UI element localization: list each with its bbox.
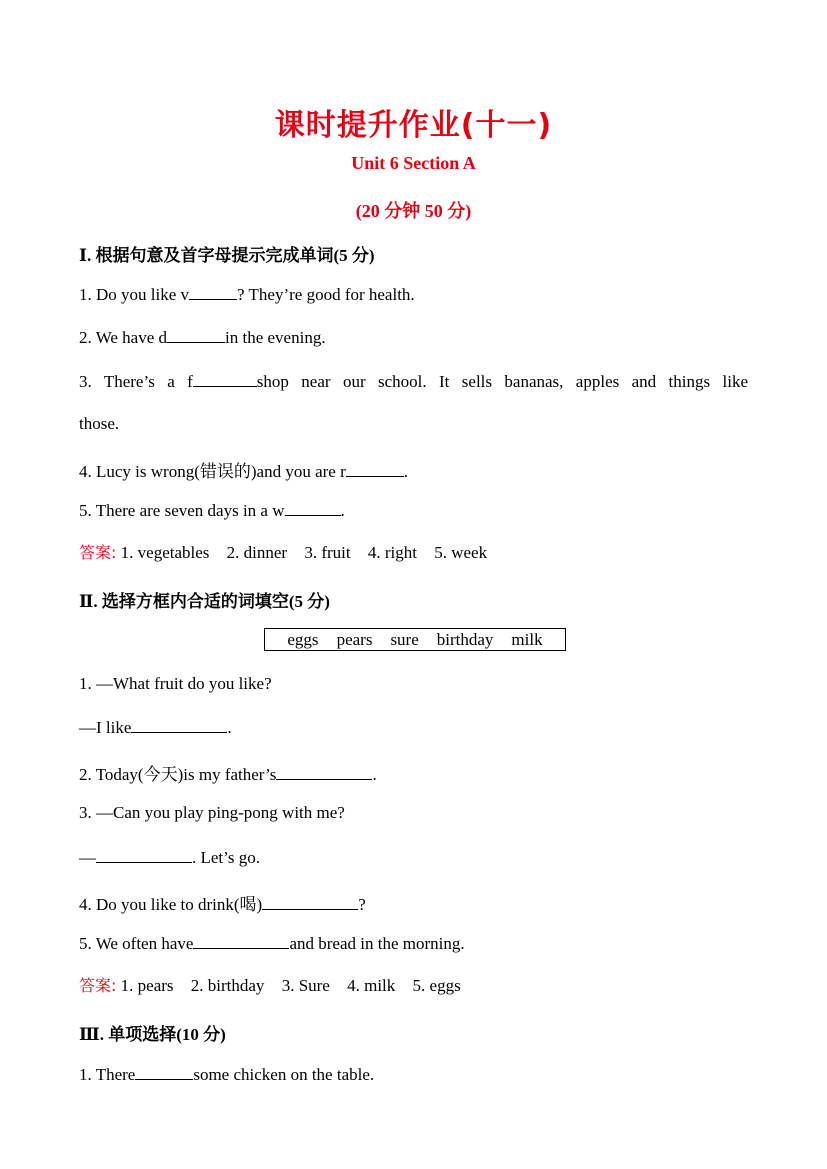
s1-answer-key: 答案: 1. vegetables 2. dinner 3. fruit 4. right 5. week	[79, 543, 488, 562]
answer-label: 答案:	[79, 976, 117, 995]
word-bank-item: milk	[511, 629, 543, 649]
s2-question-1a: 1. —What fruit do you like?	[79, 674, 272, 693]
answer-blank[interactable]	[276, 764, 372, 780]
s1-question-3: 3. There’s a f shop near our school. It sells bananas, apples and things like	[79, 372, 748, 391]
answer-blank[interactable]	[193, 371, 257, 387]
word-bank-item: pears	[336, 629, 373, 649]
section-3-heading: Ⅲ. 单项选择(10 分)	[79, 1025, 226, 1044]
s2-answer-key: 答案: 1. pears 2. birthday 3. Sure 4. milk 5. eggs	[79, 976, 461, 995]
s3-question-1: 1. There some chicken on the table.	[79, 1065, 375, 1084]
s2-question-2: 2. Today(今天)is my father’s .	[79, 765, 377, 784]
answer-blank[interactable]	[193, 933, 289, 949]
s2-question-4: 4. Do you like to drink(喝) ?	[79, 895, 366, 914]
s2-question-1b: —I like .	[79, 718, 232, 737]
s2-question-5: 5. We often have and bread in the morning.	[79, 934, 465, 953]
s1-question-2: 2. We have d in the evening.	[79, 328, 326, 347]
answer-blank[interactable]	[131, 717, 227, 733]
s1-question-5: 5. There are seven days in a w .	[79, 501, 345, 520]
s1-question-1: 1. Do you like v ? They’re good for health.	[79, 285, 415, 304]
answer-label: 答案:	[79, 543, 117, 562]
answer-blank[interactable]	[262, 894, 358, 910]
time-info: (20 分钟 50 分)	[355, 201, 472, 221]
answer-blank[interactable]	[285, 500, 341, 516]
s1-question-4: 4. Lucy is wrong(错误的)and you are r .	[79, 462, 408, 481]
answer-blank[interactable]	[135, 1064, 193, 1080]
s2-question-3b: — . Let’s go.	[79, 848, 260, 867]
section-2-heading: Ⅱ. 选择方框内合适的词填空(5 分)	[79, 592, 330, 611]
answer-blank[interactable]	[96, 847, 192, 863]
word-bank-box	[264, 628, 566, 651]
page-title: 课时提升作业(十一)	[274, 108, 553, 143]
section-1-heading: Ⅰ. 根据句意及首字母提示完成单词(5 分)	[79, 246, 375, 265]
word-bank-item: eggs	[287, 629, 319, 649]
s1-question-3-continued: those.	[79, 414, 120, 433]
answer-blank[interactable]	[189, 284, 237, 300]
word-bank-item: birthday	[436, 629, 494, 649]
answer-blank[interactable]	[167, 327, 225, 343]
s2-question-3a: 3. —Can you play ping-pong with me?	[79, 803, 345, 822]
word-bank-item: sure	[390, 629, 419, 649]
answer-blank[interactable]	[346, 461, 404, 477]
unit-subtitle: Unit 6 Section A	[351, 153, 476, 173]
